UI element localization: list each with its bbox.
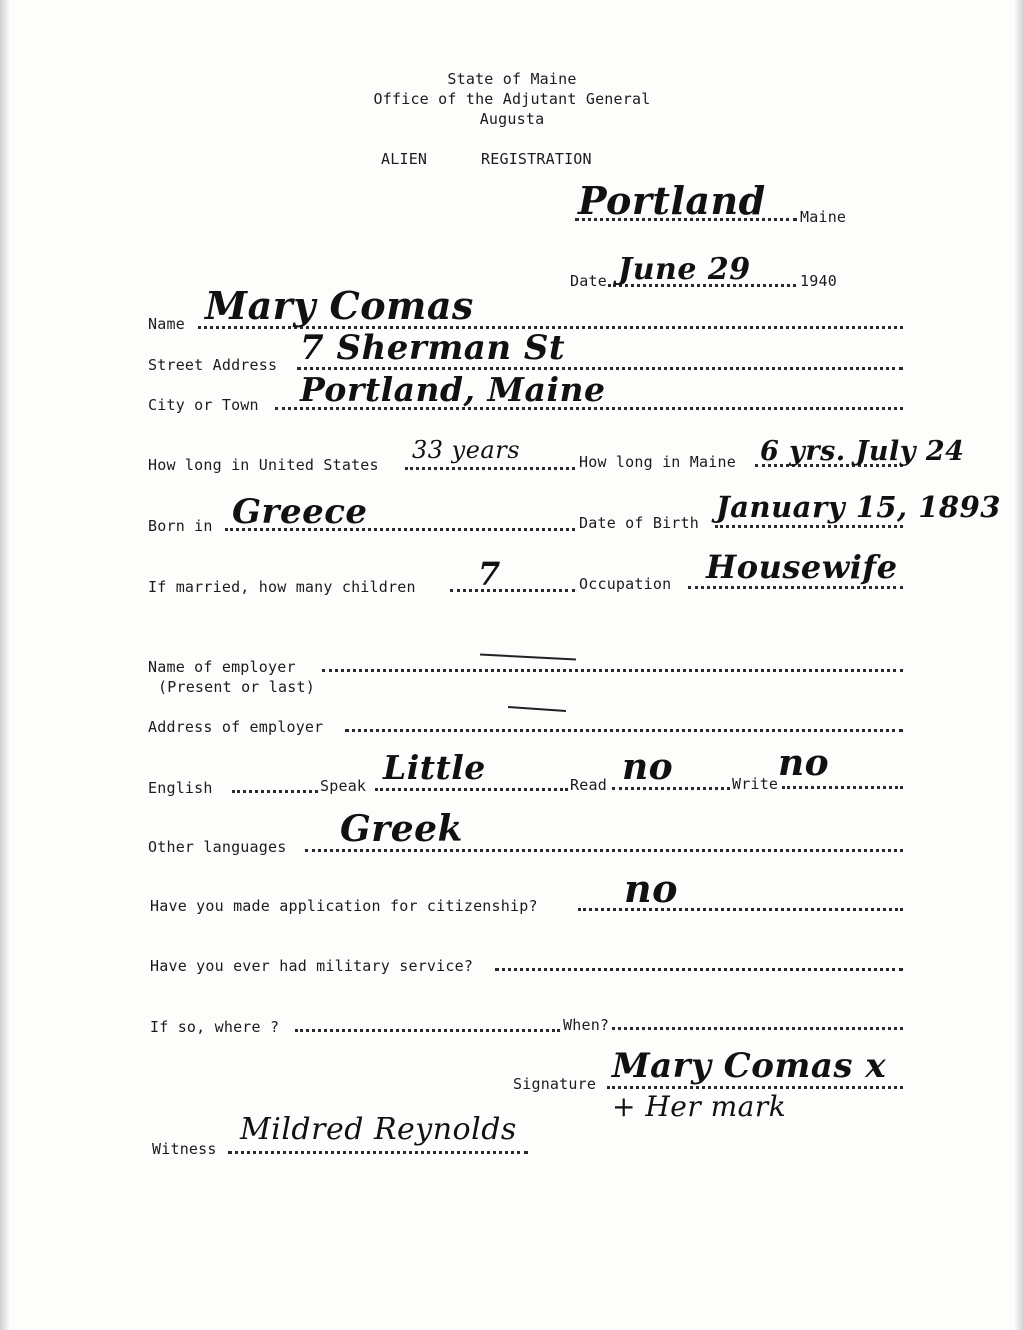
form-title-alien: ALIEN xyxy=(381,150,428,168)
employer-address-dash-mark xyxy=(508,706,566,712)
state-heading: State of Maine xyxy=(447,70,577,88)
date-handwriting: June 29 xyxy=(618,252,751,287)
read-handwriting: no xyxy=(622,746,674,788)
date-label: Date xyxy=(570,272,607,290)
signature-handwriting: Mary Comas x xyxy=(612,1046,887,1086)
city-label: City or Town xyxy=(148,396,259,414)
children-handwriting: 7 xyxy=(478,555,501,593)
other-languages-handwriting: Greek xyxy=(340,808,463,850)
citizenship-label: Have you made application for citizenship? xyxy=(150,897,538,915)
place-handwriting: Portland xyxy=(578,178,766,223)
employer-dotted-line xyxy=(322,669,903,672)
write-label: Write xyxy=(732,775,779,793)
name-label: Name xyxy=(148,315,185,333)
dob-label: Date of Birth xyxy=(579,514,699,532)
street-handwriting: 7 Sherman St xyxy=(300,328,566,368)
speak-handwriting: Little xyxy=(383,748,486,787)
born-in-handwriting: Greece xyxy=(232,492,368,532)
witness-label: Witness xyxy=(152,1140,217,1158)
left-edge-shadow xyxy=(0,0,10,1330)
other-languages-label: Other languages xyxy=(148,838,287,856)
employer-address-dotted-line xyxy=(345,729,903,732)
street-label: Street Address xyxy=(148,356,278,374)
right-edge-shadow xyxy=(1014,0,1024,1330)
name-handwriting: Mary Comas xyxy=(205,283,474,328)
date-year: 1940 xyxy=(800,272,837,290)
speak-label: Speak xyxy=(320,777,367,795)
signature-dotted-line xyxy=(607,1086,903,1089)
occupation-handwriting: Housewife xyxy=(706,548,898,586)
us-duration-dotted-line xyxy=(405,467,575,470)
signature-label: Signature xyxy=(513,1075,597,1093)
employer-address-label: Address of employer xyxy=(148,718,324,736)
place-suffix: Maine xyxy=(800,208,847,226)
witness-handwriting: Mildred Reynolds xyxy=(240,1112,517,1147)
city-handwriting: Portland, Maine xyxy=(300,370,606,409)
english-label: English xyxy=(148,779,213,797)
read-label: Read xyxy=(570,776,607,794)
city-heading: Augusta xyxy=(479,110,545,128)
occupation-label: Occupation xyxy=(579,575,672,593)
military-dotted-line xyxy=(495,968,903,971)
born-in-label: Born in xyxy=(148,517,213,535)
us-duration-label: How long in United States xyxy=(148,456,379,474)
maine-duration-label: How long in Maine xyxy=(579,453,736,471)
employer-sublabel: (Present or last) xyxy=(158,678,315,696)
write-dotted-line xyxy=(782,786,903,789)
children-label: If married, how many children xyxy=(148,578,416,596)
employer-label: Name of employer xyxy=(148,658,296,676)
military-label: Have you ever had military service? xyxy=(150,957,474,975)
witness-dotted-line xyxy=(228,1151,528,1154)
maine-duration-handwriting: 6 yrs. July 24 xyxy=(760,436,965,467)
us-duration-handwriting: 33 years xyxy=(412,436,521,464)
employer-dash-mark xyxy=(480,653,576,660)
speak-dotted-line xyxy=(375,788,568,791)
citizenship-handwriting: no xyxy=(624,866,678,911)
english-dotted-line xyxy=(232,790,318,793)
occupation-dotted-line xyxy=(688,586,903,589)
where-dotted-line xyxy=(295,1029,560,1032)
children-dotted-line xyxy=(450,589,575,592)
when-dotted-line xyxy=(612,1027,903,1030)
office-heading: Office of the Adjutant General xyxy=(373,90,651,108)
form-title-registration: REGISTRATION xyxy=(481,150,592,168)
when-label: When? xyxy=(563,1016,610,1034)
dob-handwriting: January 15, 1893 xyxy=(716,490,1001,524)
dob-dotted-line xyxy=(715,525,903,528)
signature-mark-note: + Her mark xyxy=(612,1090,787,1123)
where-label: If so, where ? xyxy=(150,1018,280,1036)
write-handwriting: no xyxy=(778,742,830,784)
